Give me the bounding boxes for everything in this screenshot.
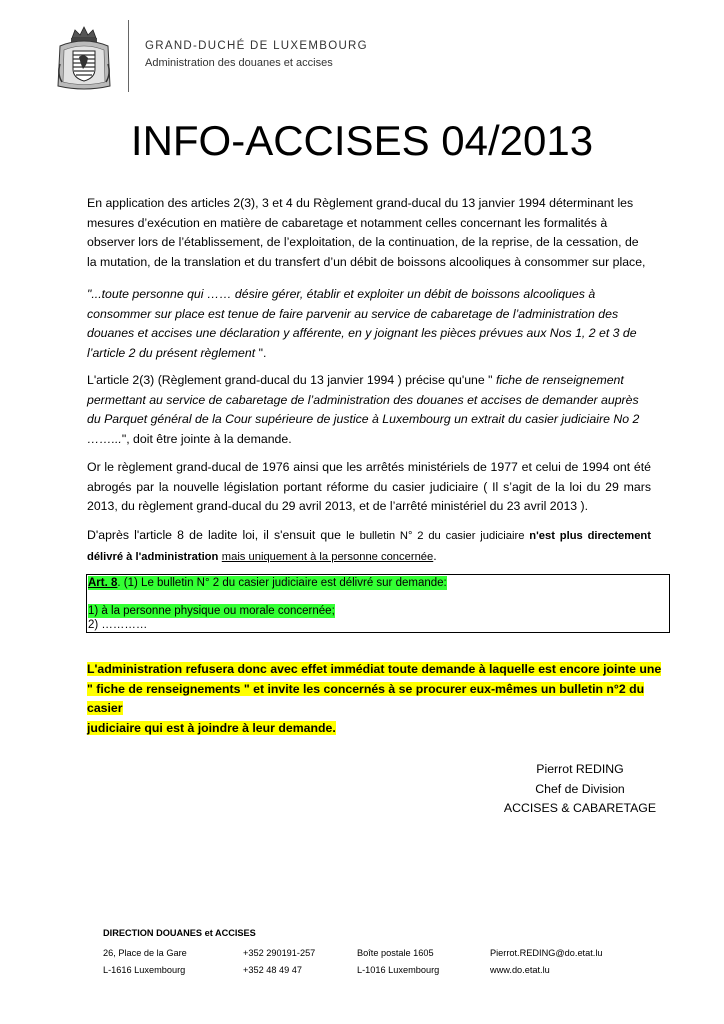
signatory-name: Pierrot REDING bbox=[536, 762, 624, 776]
article-8-bold: n'est plus directement délivré à l'administration bbox=[87, 530, 651, 563]
footer-postcity: L-1016 Luxembourg bbox=[357, 965, 440, 975]
article-8-end: . bbox=[433, 548, 437, 563]
warning-line1: L'administration refusera donc avec effet immédiat toute demande à laquelle est encore jointe une bbox=[87, 662, 662, 676]
footer-address-city: L-1616 Luxembourg bbox=[103, 965, 186, 975]
article-8-line1 bbox=[88, 576, 447, 590]
footer-website[interactable]: www.do.etat.lu bbox=[490, 965, 550, 975]
article-8-start: D'après l'article 8 de ladite loi, il s'ensuit que bbox=[87, 528, 347, 542]
paragraph-intro bbox=[87, 194, 651, 272]
header-divider bbox=[128, 20, 129, 92]
footer-email[interactable]: Pierrot.REDING@do.etat.lu bbox=[490, 948, 603, 958]
paragraph-article-2-3 bbox=[87, 371, 651, 449]
paragraph-article-8 bbox=[87, 526, 651, 567]
article-8-line2: 1) à la personne physique ou morale concernée; bbox=[88, 605, 335, 617]
signatory-department: ACCISES & CABARETAGE bbox=[503, 801, 657, 815]
article-2-3-start: L'article 2(3) (Règlement grand-ducal du 13 janvier 1994 ) précise qu'une " bbox=[87, 373, 496, 387]
paragraph-quote bbox=[87, 285, 651, 363]
article-8-line1-text: . (1) Le bulletin N° 2 du casier judiciaire est délivré sur demande: bbox=[117, 577, 447, 589]
article-8-underline: mais uniquement à la personne concernée bbox=[221, 550, 434, 563]
footer-postbox: Boîte postale 1605 bbox=[357, 948, 434, 958]
coat-of-arms-icon bbox=[54, 24, 114, 92]
article-8-line3: 2) ………… bbox=[88, 619, 148, 631]
warning-line3: judiciaire qui est à joindre à leur demande. bbox=[87, 720, 336, 735]
administration-name: Administration des douanes et accises bbox=[145, 57, 333, 69]
signature-block bbox=[480, 760, 680, 819]
footer-title: DIRECTION DOUANES et ACCISES bbox=[103, 928, 256, 938]
article-2-3-end: ", doit être jointe à la demande. bbox=[121, 431, 292, 446]
signatory-role: Chef de Division bbox=[535, 781, 625, 796]
footer-fax: +352 48 49 47 bbox=[243, 965, 303, 975]
article-8-label: Art. 8 bbox=[88, 577, 118, 589]
article-8-bulletin: le bulletin N° 2 du casier judiciaire bbox=[346, 530, 525, 542]
paragraph-reform bbox=[87, 458, 651, 517]
warning-notice bbox=[87, 660, 667, 738]
country-name: GRAND-DUCHÉ DE LUXEMBOURG bbox=[145, 40, 368, 52]
paragraph-reform-text: Or le règlement grand-ducal de 1976 ainsi que les arrêtés ministériels de 1977 et celui de 1994 ont été abrogés par la nouvelle législation portant réforme du casier judiciaire ( Il s’agit de la loi du 29 mars 2013, du règlement grand-ducal du 29 avril 2013, et de l’arrêté ministériel du 23 avril 2013 ). bbox=[87, 460, 651, 513]
quote-end: ". bbox=[255, 345, 267, 360]
footer-address-street: 26, Place de la Gare bbox=[103, 948, 187, 958]
article-2-3-italic: fiche de renseignement permettant au service de cabaretage de l’administration des douanes et accises de demander auprès du Parquet général de la Cour supérieure de justice à Luxembourg un extrait du casier judiciaire No 2 ……... bbox=[87, 373, 640, 446]
paragraph-intro-text: En application des articles 2(3), 3 et 4 du Règlement grand-ducal du 13 janvier 1994 déterminant les mesures d’exécution en matière de cabaretage et notamment celles concernant les formalités à observer lors de l’établissement, de l’exploitation, de la continuation, de la reprise, de la cessation, de la mutation, de la translation et du transfert d’un débit de boissons alcooliques à consommer sur place, bbox=[87, 196, 646, 269]
quote-text: "...toute personne qui …… désire gérer, établir et exploiter un débit de boissons alcooliques à consommer sur place est tenue de faire parvenir au service de cabaretage de l’administration des douanes et accises une déclaration y afférente, en y joignant les pièces prévues aux Nos 1, 2 et 3 de l’article 2 du présent règlement bbox=[87, 287, 637, 360]
letterhead bbox=[54, 20, 454, 95]
footer-phone: +352 290191-257 bbox=[243, 948, 316, 958]
page-title: INFO-ACCISES 04/2013 bbox=[130, 117, 594, 164]
warning-line2: " fiche de renseignements " et invite les concernés à se procurer eux-mêmes un bulletin n°2 du casier bbox=[87, 681, 645, 715]
article-8-box bbox=[86, 574, 670, 633]
